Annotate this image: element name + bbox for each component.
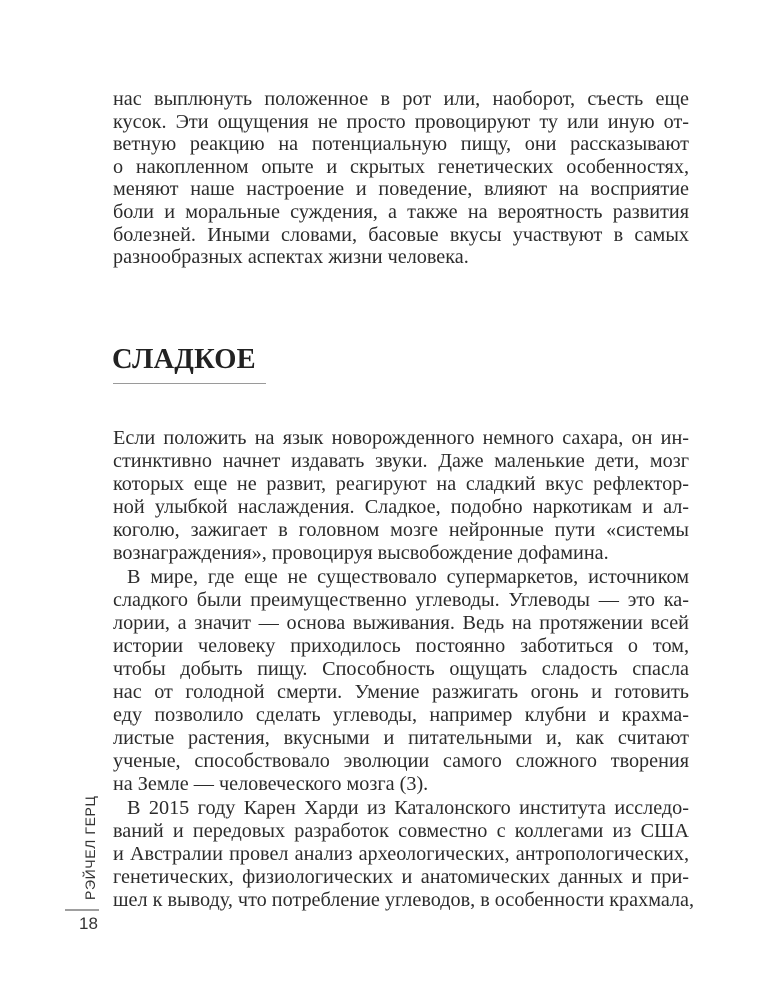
- text-line: Если положить на язык новорожденного немного сахара, он ин-: [113, 427, 689, 449]
- text-line: истории человеку приходилось постоянно заботиться о том,: [113, 634, 689, 657]
- text-line: кусок. Эти ощущения не просто провоцируют ту или иную от-: [113, 110, 689, 133]
- section-body: [113, 427, 695, 912]
- text-line: ветную реакцию на потенциальную пищу, они рассказывают: [113, 133, 689, 156]
- section-heading: СЛАДКОЕ: [112, 344, 256, 375]
- text-line: генетических, физиологических и анатомических данных и при-: [113, 865, 689, 888]
- text-line: вознаграждения», провоцируя высвобождение дофамина.: [113, 542, 609, 565]
- page-number: 18: [79, 914, 98, 933]
- text-line: и Австралии провел анализ археологических, антропологических,: [113, 842, 689, 865]
- text-line: ученые, способствовало эволюции самого сложного творения: [113, 750, 689, 773]
- text-line: нас выплюнуть положенное в рот или, наоборот, съесть еще: [113, 88, 689, 110]
- text-line: болезней. Иными словами, басовые вкусы участвуют в самых: [113, 223, 689, 246]
- text-line: нас от голодной смерти. Умение разжигать огонь и готовить: [113, 681, 689, 704]
- text-line: шел к выводу, что потребление углеводов, в особенности крахмала,: [113, 888, 695, 911]
- text-line: чтобы добыть пищу. Способность ощущать сладость спасла: [113, 657, 689, 680]
- text-line: лории, а значит — основа выживания. Ведь на протяжении всей: [113, 611, 689, 634]
- text-line: сладкого были преимущественно углеводы. Углеводы — это ка-: [113, 588, 689, 611]
- text-line: листые растения, вкусными и питательными и, как считают: [113, 727, 689, 750]
- text-line: еду позволило сделать углеводы, например клубни и крахма-: [113, 704, 689, 727]
- folio-rule: [65, 909, 99, 911]
- text-line: ваний и передовых разработок совместно с коллегами из США: [113, 819, 689, 842]
- intro-paragraph: [113, 88, 689, 269]
- heading-underline-rule: [113, 383, 266, 384]
- text-line: боли и моральные суждения, а также на вероятность развития: [113, 200, 689, 223]
- text-line: разнообразных аспектах жизни человека.: [113, 246, 469, 269]
- text-line: меняют наше настроение и поведение, влияют на восприятие: [113, 178, 689, 201]
- text-line: на Земле — человеческого мозга (3).: [113, 773, 429, 796]
- running-head-author: РЭЙЧЕЛ ГЕРЦ: [82, 795, 98, 900]
- text-line: которых еще не развит, реагируют на сладкий вкус рефлектор-: [113, 473, 689, 496]
- text-line: о накопленном опыте и скрытых генетических особенностях,: [113, 155, 689, 178]
- text-line: стинктивно начнет издавать звуки. Даже маленькие дети, мозг: [113, 450, 689, 473]
- text-line: В 2015 году Карен Харди из Каталонского института исследо-: [127, 796, 689, 819]
- text-line: В мире, где еще не существовало супермаркетов, источником: [127, 565, 689, 588]
- text-line: коголю, зажигает в головном мозге нейронные пути «системы: [113, 519, 689, 542]
- text-line: ной улыбкой наслаждения. Сладкое, подобно наркотикам и ал-: [113, 496, 689, 519]
